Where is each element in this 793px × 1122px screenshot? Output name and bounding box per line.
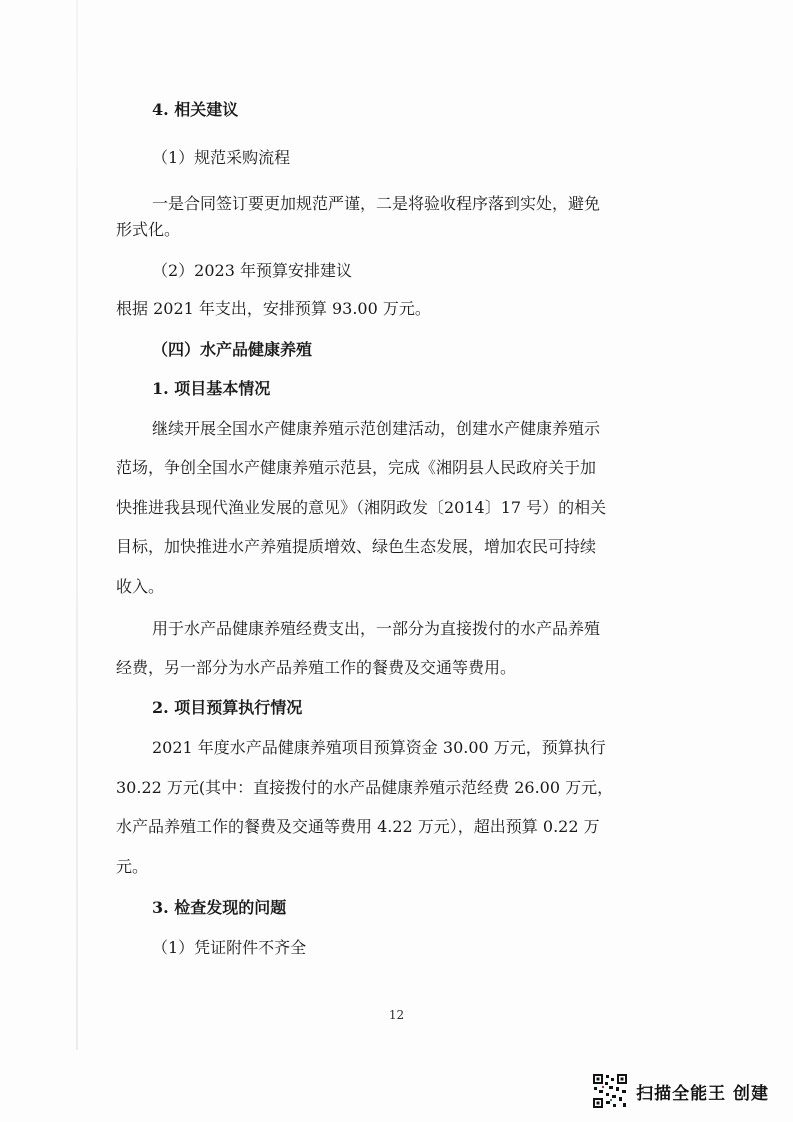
paragraph-line: 收入。: [116, 577, 165, 596]
page-number: 12: [388, 1008, 405, 1022]
paragraph-line: 一是合同签订要更加规范严谨，二是将验收程序落到实处，避免: [152, 194, 601, 213]
paragraph-line: 水产品养殖工作的餐费及交通等费用 4.22 万元），超出预算 0.22 万: [116, 817, 600, 836]
qr-code-icon: [592, 1073, 628, 1109]
watermark-text: 扫描全能王 创建: [636, 1083, 769, 1104]
section-heading-suggestions: 4. 相关建议: [152, 100, 239, 119]
subheading-procurement: （1）规范采购流程: [152, 148, 291, 167]
paragraph-line: 继续开展全国水产健康养殖示范创建活动，创建水产健康养殖示: [152, 419, 601, 438]
heading-budget-execution: 2. 项目预算执行情况: [152, 698, 303, 717]
paragraph-line: 2021 年度水产品健康养殖项目预算资金 30.00 万元，预算执行: [152, 738, 606, 757]
paragraph-line: 形式化。: [116, 220, 181, 239]
paragraph-line: 经费，另一部分为水产品养殖工作的餐费及交通等费用。: [116, 658, 517, 677]
subheading-incomplete-vouchers: （1）凭证附件不齐全: [152, 938, 307, 957]
paragraph-line: 快推进我县现代渔业发展的意见》（湘阴政发〔2014〕17 号）的相关: [116, 498, 607, 517]
scanner-watermark: [592, 1072, 769, 1110]
paragraph-line: 元。: [116, 857, 149, 876]
heading-project-basics: 1. 项目基本情况: [152, 379, 271, 398]
heading-issues-found: 3. 检查发现的问题: [152, 898, 287, 917]
paragraph-line: 范场，争创全国水产健康养殖示范县，完成《湘阴县人民政府关于加: [116, 458, 597, 477]
paragraph-line: 根据 2021 年支出，安排预算 93.00 万元。: [116, 299, 431, 318]
scan-shadow-edge: [76, 0, 78, 1050]
paragraph-line: 用于水产品健康养殖经费支出，一部分为直接拨付的水产品养殖: [152, 619, 601, 638]
subheading-budget-2023: （2）2023 年预算安排建议: [152, 261, 352, 280]
section-heading-aquaculture: （四）水产品健康养殖: [152, 340, 313, 359]
paragraph-line: 30.22 万元(其中：直接拨付的水产品健康养殖示范经费 26.00 万元，: [116, 778, 614, 797]
paragraph-line: 目标，加快推进水产养殖提质增效、绿色生态发展，增加农民可持续: [116, 537, 597, 556]
